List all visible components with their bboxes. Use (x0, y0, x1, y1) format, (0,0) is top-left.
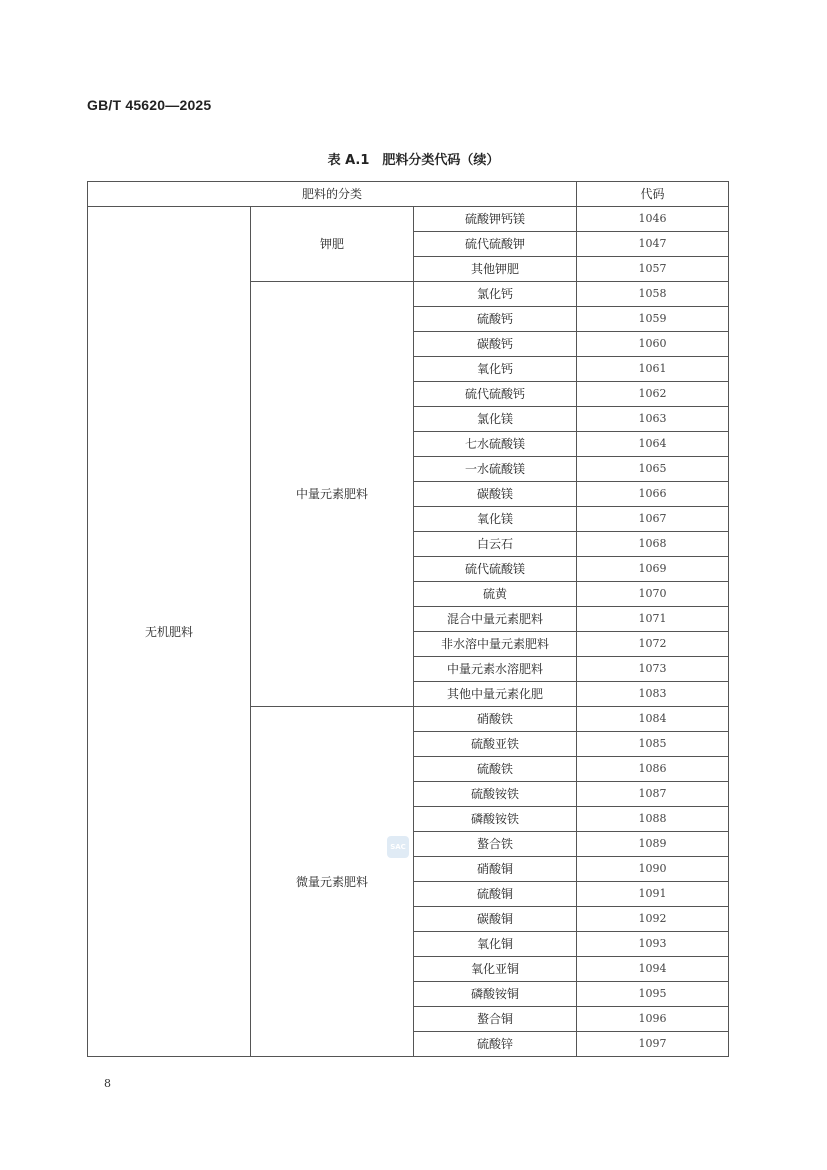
table-row (88, 207, 729, 232)
fertilizer-code-cell: 1063 (577, 407, 729, 432)
fertilizer-code-cell: 1092 (577, 907, 729, 932)
fertilizer-code-cell: 1071 (577, 607, 729, 632)
fertilizer-code-cell: 1061 (577, 357, 729, 382)
fertilizer-name-cell: 碳酸镁 (414, 482, 577, 507)
standard-number: GB/T 45620—2025 (87, 97, 212, 113)
fertilizer-name-cell: 硫酸铜 (414, 882, 577, 907)
fertilizer-name-cell: 螯合铁 (414, 832, 577, 857)
fertilizer-name-cell: 硝酸铜 (414, 857, 577, 882)
fertilizer-name-cell: 中量元素水溶肥料 (414, 657, 577, 682)
table-header-row (88, 182, 729, 207)
header-code: 代码 (577, 182, 729, 207)
fertilizer-code-cell: 1046 (577, 207, 729, 232)
fertilizer-code-cell: 1096 (577, 1007, 729, 1032)
fertilizer-name-cell: 碳酸铜 (414, 907, 577, 932)
fertilizer-code-cell: 1073 (577, 657, 729, 682)
fertilizer-code-cell: 1088 (577, 807, 729, 832)
fertilizer-name-cell: 氧化铜 (414, 932, 577, 957)
fertilizer-code-cell: 1060 (577, 332, 729, 357)
fertilizer-name-cell: 混合中量元素肥料 (414, 607, 577, 632)
fertilizer-name-cell: 硫代硫酸钾 (414, 232, 577, 257)
fertilizer-name-cell: 氧化镁 (414, 507, 577, 532)
fertilizer-name-cell: 氧化亚铜 (414, 957, 577, 982)
fertilizer-name-cell: 硫代硫酸钙 (414, 382, 577, 407)
fertilizer-code-cell: 1064 (577, 432, 729, 457)
fertilizer-name-cell: 硝酸铁 (414, 707, 577, 732)
fertilizer-name-cell: 硫酸亚铁 (414, 732, 577, 757)
fertilizer-code-cell: 1072 (577, 632, 729, 657)
table-title: 表 A.1 肥料分类代码（续） (327, 153, 500, 168)
fertilizer-code-table (87, 181, 729, 1057)
fertilizer-code-cell: 1089 (577, 832, 729, 857)
fertilizer-name-cell: 氧化钙 (414, 357, 577, 382)
fertilizer-code-cell: 1090 (577, 857, 729, 882)
fertilizer-name-cell: 碳酸钙 (414, 332, 577, 357)
fertilizer-code-cell: 1085 (577, 732, 729, 757)
fertilizer-name-cell: 其他钾肥 (414, 257, 577, 282)
fertilizer-code-cell: 1086 (577, 757, 729, 782)
fertilizer-name-cell: 磷酸铵铜 (414, 982, 577, 1007)
fertilizer-code-cell: 1047 (577, 232, 729, 257)
group-cell: 微量元素肥料 (251, 707, 414, 1057)
fertilizer-code-cell: 1091 (577, 882, 729, 907)
group-cell: 中量元素肥料 (251, 282, 414, 707)
fertilizer-code-cell: 1083 (577, 682, 729, 707)
page-number: 8 (104, 1077, 111, 1090)
fertilizer-code-cell: 1059 (577, 307, 729, 332)
fertilizer-name-cell: 非水溶中量元素肥料 (414, 632, 577, 657)
fertilizer-name-cell: 硫酸铁 (414, 757, 577, 782)
header-classification: 肥料的分类 (88, 182, 577, 207)
fertilizer-name-cell: 磷酸铵铁 (414, 807, 577, 832)
fertilizer-code-cell: 1097 (577, 1032, 729, 1057)
fertilizer-name-cell: 七水硫酸镁 (414, 432, 577, 457)
fertilizer-name-cell: 氯化钙 (414, 282, 577, 307)
fertilizer-code-cell: 1058 (577, 282, 729, 307)
fertilizer-name-cell: 硫代硫酸镁 (414, 557, 577, 582)
fertilizer-name-cell: 其他中量元素化肥 (414, 682, 577, 707)
fertilizer-code-cell: 1095 (577, 982, 729, 1007)
fertilizer-code-cell: 1062 (577, 382, 729, 407)
fertilizer-code-cell: 1066 (577, 482, 729, 507)
fertilizer-code-cell: 1093 (577, 932, 729, 957)
fertilizer-name-cell: 硫黄 (414, 582, 577, 607)
fertilizer-name-cell: 氯化镁 (414, 407, 577, 432)
fertilizer-name-cell: 硫酸钾钙镁 (414, 207, 577, 232)
fertilizer-name-cell: 一水硫酸镁 (414, 457, 577, 482)
fertilizer-code-cell: 1065 (577, 457, 729, 482)
fertilizer-code-cell: 1069 (577, 557, 729, 582)
watermark-logo: SAC (387, 836, 409, 858)
fertilizer-name-cell: 硫酸钙 (414, 307, 577, 332)
fertilizer-name-cell: 白云石 (414, 532, 577, 557)
fertilizer-code-cell: 1087 (577, 782, 729, 807)
fertilizer-code-cell: 1057 (577, 257, 729, 282)
fertilizer-name-cell: 硫酸锌 (414, 1032, 577, 1057)
group-cell: 钾肥 (251, 207, 414, 282)
fertilizer-name-cell: 硫酸铵铁 (414, 782, 577, 807)
fertilizer-code-cell: 1094 (577, 957, 729, 982)
fertilizer-name-cell: 螯合铜 (414, 1007, 577, 1032)
fertilizer-code-cell: 1068 (577, 532, 729, 557)
fertilizer-code-cell: 1084 (577, 707, 729, 732)
category-cell: 无机肥料 (88, 207, 251, 1057)
fertilizer-code-cell: 1070 (577, 582, 729, 607)
fertilizer-code-cell: 1067 (577, 507, 729, 532)
